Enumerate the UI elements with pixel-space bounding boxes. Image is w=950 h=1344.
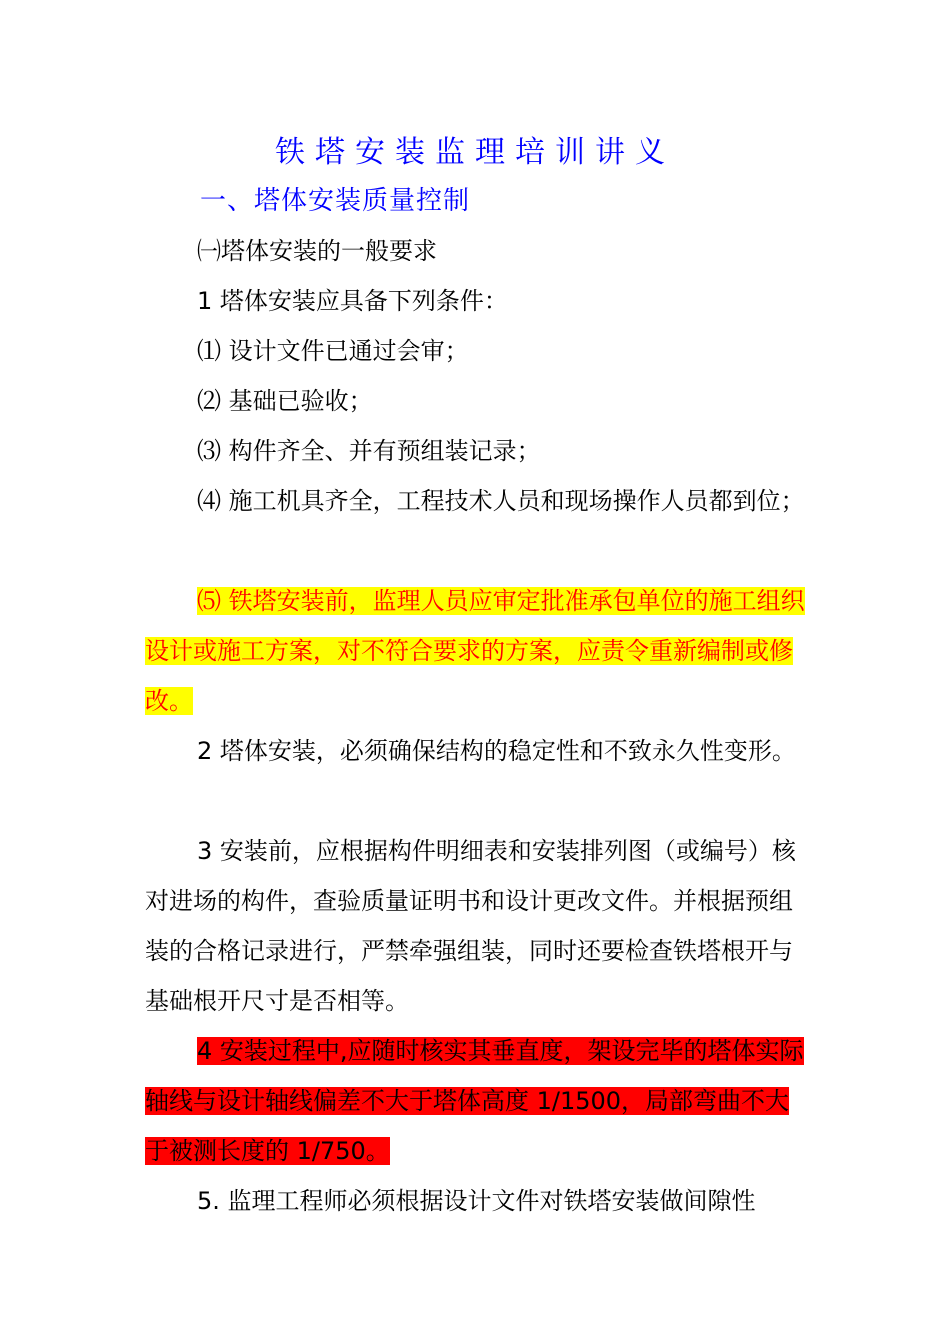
item-5: 5. 监理工程师必须根据设计文件对铁塔安装做间隙性 xyxy=(197,1187,756,1215)
item-3: 3 安装前，应根据构件明细表和安装排列图（或编号）核对进场的构件，查验质量证明书和设计更改文件。并根据预组装的合格记录进行，严禁牵强组装，同时还要检查铁塔根开与基础根开尺寸是否相等。 xyxy=(145,837,796,1015)
item-4-highlighted xyxy=(145,1026,810,1176)
item-4-text: 4 安装过程中,应随时核实其垂直度，架设完毕的塔体实际轴线与设计轴线偏差不大于塔体高度 1/1500，局部弯曲不大于被测长度的 1/750。 xyxy=(145,1037,804,1165)
condition-1: ⑴ 设计文件已通过会审； xyxy=(197,337,469,365)
document-title: 铁塔安装监理培训讲义 xyxy=(275,135,675,170)
item-1: 1 塔体安装应具备下列条件： xyxy=(197,287,508,315)
section-heading: 一、塔体安装质量控制 xyxy=(200,186,471,216)
condition-3: ⑶ 构件齐全、并有预组装记录； xyxy=(197,437,541,465)
condition-5-text: ⑸ 铁塔安装前，监理人员应审定批准承包单位的施工组织设计或施工方案，对不符合要求的方案，应责令重新编制或修改。 xyxy=(145,587,805,715)
condition-4: ⑷ 施工机具齐全，工程技术人员和现场操作人员都到位； xyxy=(197,487,805,515)
condition-2: ⑵ 基础已验收； xyxy=(197,387,373,415)
condition-5-highlighted xyxy=(145,576,810,726)
subsection-heading: ㈠塔体安装的一般要求 xyxy=(197,237,437,265)
item-2: 2 塔体安装，必须确保结构的稳定性和不致永久性变形。 xyxy=(197,737,796,765)
